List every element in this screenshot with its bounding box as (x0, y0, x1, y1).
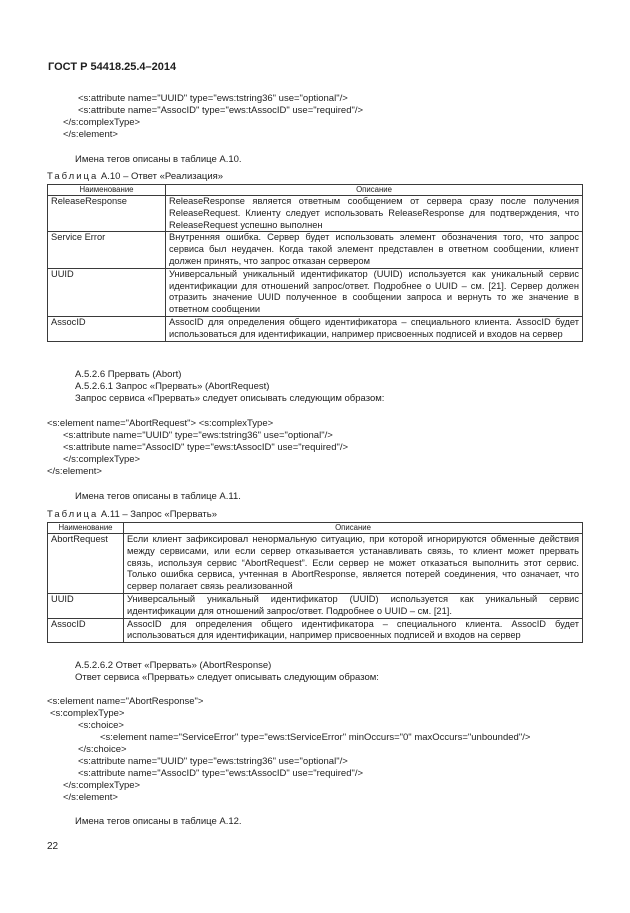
code-line: <s:attribute name="UUID" type="ews:tstring36" use="optional"/> (63, 430, 333, 441)
code-line: </s:choice> (78, 744, 127, 755)
paragraph: Ответ сервиса «Прервать» следует описывать следующим образом: (75, 672, 379, 683)
row-name: ReleaseResponse (48, 196, 166, 232)
code-line: <s:choice> (78, 720, 124, 731)
table-caption-text: А.11 – Запрос «Прервать» (98, 509, 217, 520)
row-name: AbortRequest (48, 534, 124, 594)
table-row (48, 316, 583, 341)
code-line: <s:element name="ServiceError" type="ews:tServiceError" minOccurs="0" maxOccurs="unbounded"/> (100, 732, 531, 743)
code-line: <s:attribute name="AssocID" type="ews:tAssocID" use="required"/> (78, 105, 364, 116)
row-name: UUID (48, 268, 166, 316)
row-description: Если клиент зафиксировал ненормальную ситуацию, при которой игнорируются обменные действия между сервисами, или если сервер отказывается устанавливать связь, то клиент может прервать связь, используя сервис “AbortRequest”. Если сервер не может отказаться выполнить этот сервис. Только ошибка сервиса, учтенная в AbortResponse, является потерей соединения, что означает, что сервер полагает связь реализованной (124, 534, 583, 594)
section-heading: А.5.2.6 Прервать (Abort) (75, 369, 182, 380)
code-line: <s:attribute name="AssocID" type="ews:tAssocID" use="required"/> (78, 768, 364, 779)
table-caption-prefix: Таблица (47, 509, 99, 520)
column-header-description: Описание (124, 523, 583, 534)
code-line: <s:element name="AbortResponse"> (47, 696, 204, 707)
column-header-name: Наименование (48, 185, 166, 196)
table-row (48, 196, 583, 232)
code-line: </s:element> (63, 129, 118, 140)
table-caption (47, 509, 217, 521)
table-row (48, 534, 583, 594)
table-caption-text: А.10 – Ответ «Реализация» (98, 171, 224, 182)
section-heading: А.5.2.6.1 Запрос «Прервать» (AbortRequest) (75, 381, 270, 392)
table-caption-prefix: Таблица (47, 171, 99, 182)
paragraph: Имена тегов описаны в таблице А.10. (75, 154, 242, 165)
code-line: </s:element> (47, 466, 102, 477)
row-description: ReleaseResponse является ответным сообщением от сервера сразу после получения ReleaseRequest. Клиенту следует использовать ReleaseResponse для подтверждения, что ReleaseRequest успешно выполнен (166, 196, 583, 232)
column-header-description: Описание (166, 185, 583, 196)
row-description: AssocID для определения общего идентификатора – специального клиента. AssocID будет использоваться для идентификации, например присвоенных подписей и входов на сервер (124, 618, 583, 643)
code-line: <s:complexType> (50, 708, 125, 719)
code-line: </s:complexType> (63, 454, 141, 465)
row-description: AssocID для определения общего идентификатора – специального клиента. AssocID будет использоваться для идентификации, например присвоенных подписей и входов на сервер (166, 316, 583, 341)
table-a11 (47, 522, 583, 643)
code-line: <s:element name="AbortRequest"> <s:complexType> (47, 418, 274, 429)
table-row (48, 232, 583, 268)
code-line: </s:element> (63, 792, 118, 803)
row-description: Универсальный уникальный идентификатор (UUID) используется как уникальный сервис идентификации для отношений запрос/ответ. Подробнее о UUID – см. [21]. (124, 593, 583, 618)
table-caption (47, 171, 223, 183)
paragraph: Имена тегов описаны в таблице А.11. (75, 491, 241, 502)
table-a10 (47, 184, 583, 342)
page-number: 22 (47, 841, 59, 852)
row-description: Внутренняя ошибка. Сервер будет использовать элемент обозначения того, что запрос сервиса был неудачен. Когда такой элемент представлен в ответном сообщении, клиент должен принять, что запрос отказан сервером (166, 232, 583, 268)
row-name: UUID (48, 593, 124, 618)
row-name: Service Error (48, 232, 166, 268)
document-header: ГОСТ Р 54418.25.4–2014 (48, 61, 177, 73)
code-line: <s:attribute name="AssocID" type="ews:tAssocID" use="required"/> (63, 442, 349, 453)
table-header-row (48, 185, 583, 196)
code-line: </s:complexType> (63, 117, 141, 128)
paragraph: Имена тегов описаны в таблице А.12. (75, 816, 242, 827)
row-name: AssocID (48, 316, 166, 341)
table-row (48, 268, 583, 316)
row-description: Универсальный уникальный идентификатор (UUID) используется как уникальный сервис идентификации для отношений запрос/ответ. Подробнее о UUID – см. [21]. Сервер должен отразить значение UUID полученное в сообщении запроса и вернуть то же значение в ответном сообщении (166, 268, 583, 316)
section-heading: А.5.2.6.2 Ответ «Прервать» (AbortResponse) (75, 660, 272, 671)
row-name: AssocID (48, 618, 124, 643)
column-header-name: Наименование (48, 523, 124, 534)
code-line: </s:complexType> (63, 780, 141, 791)
paragraph: Запрос сервиса «Прервать» следует описывать следующим образом: (75, 393, 385, 404)
table-row (48, 618, 583, 643)
table-row (48, 593, 583, 618)
code-line: <s:attribute name="UUID" type="ews:tstring36" use="optional"/> (78, 93, 348, 104)
code-line: <s:attribute name="UUID" type="ews:tstring36" use="optional"/> (78, 756, 348, 767)
table-header-row (48, 523, 583, 534)
